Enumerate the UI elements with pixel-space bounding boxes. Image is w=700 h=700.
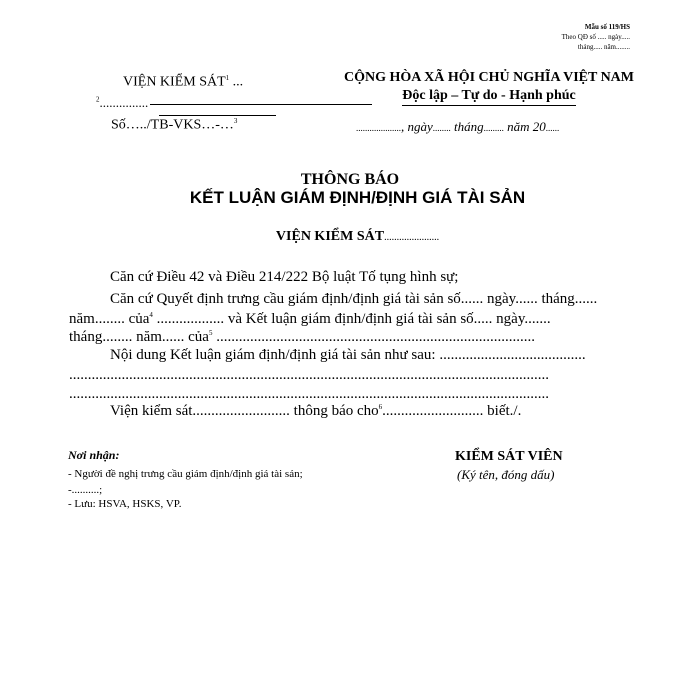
issuer-dots: ......................	[384, 232, 440, 243]
body-line-notify	[110, 403, 521, 420]
body-line-legal-basis: Căn cứ Điều 42 và Điều 214/222 Bộ luật Tố tụng hình sự;	[110, 269, 459, 285]
body-line-conclusion-ref	[69, 311, 551, 328]
footnote-marker: 1	[225, 74, 230, 82]
form-number: Mẫu số 119/HS	[584, 23, 630, 31]
form-code-block	[562, 22, 630, 52]
month-dots: .........	[483, 123, 504, 133]
issuer-line	[0, 229, 700, 245]
signer-title: KIỂM SÁT VIÊN	[455, 449, 563, 464]
body-text: tháng........ năm...... của	[69, 329, 209, 345]
body-line-dots: ................................................................................................................................	[69, 386, 549, 402]
date-ngay: , ngày	[401, 119, 433, 134]
footnote-marker: 4	[149, 311, 153, 319]
date-line	[356, 119, 559, 135]
recipient-item: - Người đề nghị trưng cầu giám định/định giá tài sản;	[68, 468, 303, 480]
nation-title: CỘNG HÒA XÃ HỘI CHỦ NGHĨA VIỆT NAM	[343, 70, 634, 85]
footnote-marker: 6	[378, 403, 383, 411]
sub-agency-dots: ...............	[99, 95, 149, 110]
body-line-content: Nội dung Kết luận giám định/định giá tài sản như sau: .......................................	[110, 347, 586, 363]
motto-text: Độc lập – Tự do - Hạnh phúc	[402, 88, 575, 106]
body-line-dots: ................................................................................................................................	[69, 367, 549, 383]
place-dots: ....................	[356, 123, 401, 133]
body-text: Viện kiểm sát.......................... thông báo cho	[110, 403, 379, 419]
recipients-label: Nơi nhận:	[68, 448, 120, 462]
sub-agency-line	[96, 95, 372, 111]
agency-trail: ...	[229, 74, 244, 90]
agency-name-text: VIỆN KIỂM SÁT	[123, 74, 226, 90]
day-dots: ........	[432, 123, 451, 133]
doc-number-overline	[159, 115, 276, 116]
footnote-marker: 2	[96, 95, 100, 104]
body-text: .................. và Kết luận giám định/định giá tài sản số..... ngày.......	[152, 311, 551, 327]
issuer-name: VIỆN KIỂM SÁT	[275, 229, 385, 244]
date-thang: tháng	[450, 119, 484, 134]
signature-note: (Ký tên, đóng dấu)	[457, 467, 555, 482]
footnote-marker: 5	[208, 329, 213, 337]
body-text: ........................... biết./.	[382, 403, 522, 419]
footnote-marker: 3	[233, 117, 238, 125]
year-dots: ......	[545, 123, 560, 133]
body-line-conclusion-date	[69, 329, 535, 346]
body-text: năm........ của	[69, 311, 150, 327]
date-nam: năm 20	[503, 119, 546, 134]
recipient-item: - Lưu: HSVA, HSKS, VP.	[68, 498, 182, 510]
doc-type-title: THÔNG BÁO	[300, 171, 400, 188]
doc-number	[111, 117, 237, 134]
form-date-ref: tháng..... năm........	[577, 43, 630, 51]
form-decision-ref: Theo QĐ số ..... ngày.....	[561, 33, 630, 41]
doc-number-text: Số…../TB-VKS…-…	[111, 117, 234, 133]
body-line-decision: Căn cứ Quyết định trưng cầu giám định/định giá tài sản số...... ngày...... tháng......	[110, 291, 598, 307]
doc-name-title: KẾT LUẬN GIÁM ĐỊNH/ĐỊNH GIÁ TÀI SẢN	[189, 188, 526, 207]
body-text: .....................................................................................	[212, 329, 535, 345]
motto	[339, 88, 639, 106]
recipient-item: -..........;	[68, 484, 103, 496]
agency-name	[123, 74, 243, 91]
